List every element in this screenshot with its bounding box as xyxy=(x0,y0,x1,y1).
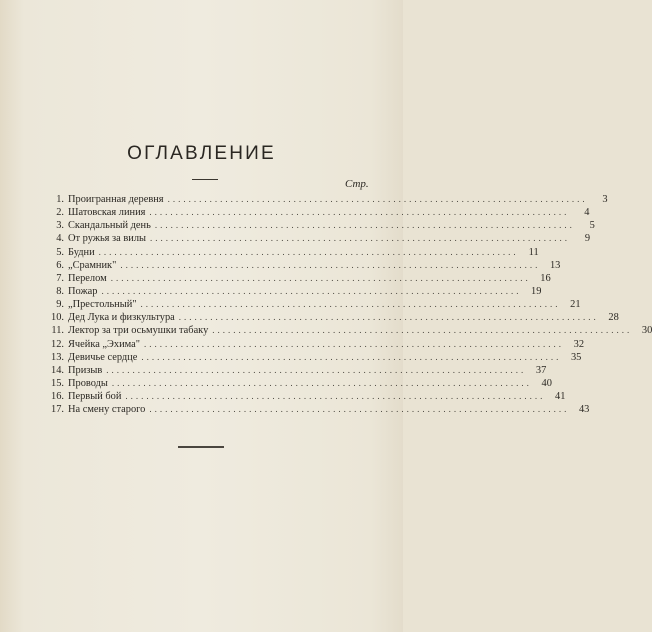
toc-entry-number: 15. xyxy=(51,377,64,389)
toc-dot-leader: ................................................................................ xyxy=(106,364,527,375)
toc-entry-page: 4 xyxy=(584,207,590,219)
toc-entry-page: 3 xyxy=(602,194,608,205)
toc-entry-title: Пожар xyxy=(68,285,98,297)
page-column-label: Стр. xyxy=(345,178,369,190)
toc-entry-page: 11 xyxy=(528,246,539,258)
toc-entry-page: 41 xyxy=(555,391,566,403)
toc-entry-title: Лектор за три осьмушки табаку xyxy=(68,325,209,337)
toc-entry-page: 13 xyxy=(549,259,561,271)
toc-entry-number: 11. xyxy=(51,325,64,337)
toc-entry-title: Призыв xyxy=(68,364,103,376)
toc-entry-title: На смену старого xyxy=(68,404,146,416)
toc-entry-number: 7. xyxy=(56,272,64,284)
table-of-contents xyxy=(42,193,652,416)
toc-entry xyxy=(42,193,608,206)
toc-dot-leader: ................................................................................ xyxy=(178,312,599,323)
toc-dot-leader: ................................................................................ xyxy=(98,246,519,257)
toc-entry-title: Будни xyxy=(68,246,95,258)
toc-entry xyxy=(42,285,542,298)
toc-entry xyxy=(42,311,619,324)
toc-dot-leader: ................................................................................ xyxy=(149,404,570,415)
toc-dot-leader: ................................................................................ xyxy=(101,285,522,296)
toc-dot-leader: ................................................................................ xyxy=(141,351,562,362)
toc-dot-leader: ................................................................................ xyxy=(150,233,571,244)
toc-entry-page: 16 xyxy=(540,272,551,284)
toc-dot-leader: ................................................................................ xyxy=(154,220,575,231)
page-title: ОГЛАВЛЕНИЕ xyxy=(127,143,276,164)
toc-entry-number: 8. xyxy=(56,285,64,297)
toc-dot-leader: ................................................................................ xyxy=(144,338,565,349)
end-divider xyxy=(178,446,224,448)
toc-entry-page: 9 xyxy=(584,233,591,245)
toc-entry xyxy=(42,390,566,403)
toc-entry xyxy=(42,403,590,416)
toc-entry-title: Перелом xyxy=(68,272,107,284)
toc-entry xyxy=(42,272,551,285)
toc-entry-page: 30 xyxy=(641,325,652,337)
toc-entry xyxy=(42,232,591,245)
toc-entry-page: 37 xyxy=(535,364,547,376)
toc-entry-number: 1. xyxy=(56,194,64,205)
toc-entry-number: 10. xyxy=(51,312,64,324)
toc-entry-number: 9. xyxy=(56,299,64,311)
toc-entry-title: Девичье сердце xyxy=(68,351,138,363)
toc-entry-page: 19 xyxy=(531,285,542,297)
toc-entry-number: 6. xyxy=(56,259,64,271)
toc-entry-page: 43 xyxy=(578,404,590,416)
toc-entry-page: 40 xyxy=(541,377,552,389)
toc-entry-number: 4. xyxy=(56,233,64,245)
toc-entry-title: „Престольный" xyxy=(68,299,137,311)
toc-entry xyxy=(42,338,585,351)
toc-entry-number: 14. xyxy=(51,364,64,376)
toc-entry-number: 16. xyxy=(51,391,64,403)
toc-entry-page: 32 xyxy=(573,338,585,350)
toc-entry xyxy=(42,206,590,219)
toc-dot-leader: ................................................................................ xyxy=(140,299,561,310)
toc-entry-page: 28 xyxy=(608,312,619,324)
toc-entry-title: От ружья за вилы xyxy=(68,233,147,245)
toc-entry-title: „Срамник" xyxy=(68,259,117,271)
toc-entry-number: 13. xyxy=(51,351,64,363)
toc-entry xyxy=(42,219,595,232)
toc-entry-page: 35 xyxy=(570,351,582,363)
toc-entry-title: Дед Лука и физкультура xyxy=(68,312,175,324)
toc-entry-number: 3. xyxy=(56,220,64,232)
toc-dot-leader: ................................................................................ xyxy=(149,207,570,218)
toc-entry xyxy=(42,324,652,337)
toc-entry-number: 5. xyxy=(56,246,64,258)
toc-entry-number: 2. xyxy=(56,207,64,219)
toc-entry-number: 12. xyxy=(51,338,64,350)
toc-entry-title: Шатовская линия xyxy=(68,207,146,219)
toc-entry xyxy=(42,364,547,377)
toc-dot-leader: ................................................................................ xyxy=(110,272,531,283)
toc-entry-title: Первый бой xyxy=(68,391,122,403)
toc-entry-title: Проигранная деревня xyxy=(68,194,164,205)
title-divider xyxy=(192,179,218,180)
toc-entry-page: 21 xyxy=(570,299,581,311)
toc-entry xyxy=(42,377,552,390)
toc-entry-title: Скандальный день xyxy=(68,220,151,232)
toc-entry xyxy=(42,298,581,311)
toc-dot-leader: ................................................................................ xyxy=(120,259,541,270)
toc-entry-number: 17. xyxy=(51,404,64,416)
toc-entry-title: Ячейка „Эхима" xyxy=(68,338,141,350)
toc-entry-title: Проводы xyxy=(68,377,108,389)
toc-entry xyxy=(42,259,561,272)
toc-dot-leader: ................................................................................ xyxy=(212,325,633,336)
toc-dot-leader: ................................................................................ xyxy=(125,391,546,402)
toc-entry xyxy=(42,351,582,364)
toc-entry xyxy=(42,246,539,259)
toc-entry-page: 5 xyxy=(589,220,595,232)
toc-dot-leader: ................................................................................ xyxy=(167,194,588,204)
toc-dot-leader: ................................................................................ xyxy=(111,377,532,388)
